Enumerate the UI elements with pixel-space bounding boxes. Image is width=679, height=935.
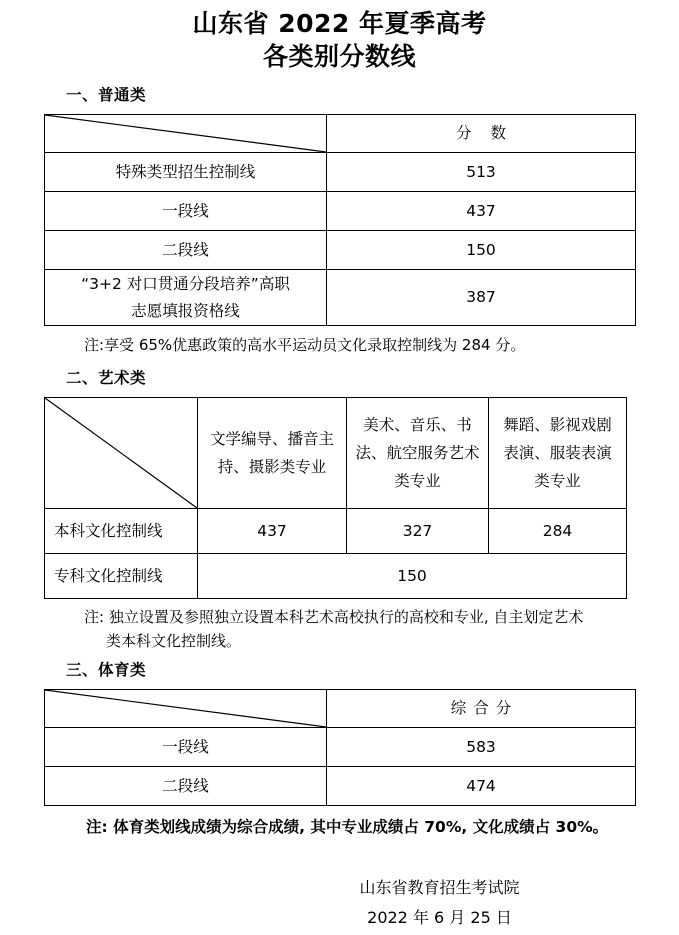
sports-note: 注: 体育类划线成绩为综合成绩, 其中专业成绩占 70%, 文化成绩占 30%。 bbox=[86, 818, 609, 836]
diagonal-slash-icon bbox=[45, 398, 197, 508]
diagonal-header-cell bbox=[45, 115, 327, 153]
table-row bbox=[45, 728, 636, 767]
row-label-line-1: “3+2 对口贯通分段培养”高职 bbox=[81, 274, 290, 293]
art-note-line-2: 类本科文化控制线。 bbox=[106, 632, 242, 650]
column-header-art-1: 文学编导、播音主持、摄影类专业 bbox=[198, 398, 347, 509]
table-row bbox=[45, 231, 636, 270]
row-value: 474 bbox=[327, 767, 636, 806]
row-label: 本科文化控制线 bbox=[45, 509, 198, 554]
row-label: 专科文化控制线 bbox=[45, 554, 198, 599]
row-label bbox=[45, 270, 327, 326]
issuer-name: 山东省教育招生考试院 bbox=[359, 878, 520, 897]
column-header-composite-score: 综合分 bbox=[327, 690, 636, 728]
issue-date: 2022 年 6 月 25 日 bbox=[367, 908, 512, 927]
row-value: 583 bbox=[327, 728, 636, 767]
column-header-score: 分 数 bbox=[327, 115, 636, 153]
diagonal-slash-icon bbox=[45, 690, 326, 727]
diagonal-slash-icon bbox=[45, 115, 326, 152]
section-heading-general: 一、普通类 bbox=[66, 86, 147, 104]
row-label: 特殊类型招生控制线 bbox=[45, 153, 327, 192]
art-note-line-1: 注: 独立设置及参照独立设置本科艺术高校执行的高校和专业, 自主划定艺术 bbox=[84, 608, 584, 626]
row-value: 387 bbox=[327, 270, 636, 326]
table-row bbox=[45, 554, 627, 599]
table-header-row bbox=[45, 690, 636, 728]
row-value: 513 bbox=[327, 153, 636, 192]
sports-score-table bbox=[44, 689, 636, 806]
art-score-table bbox=[44, 397, 627, 599]
table-row bbox=[45, 270, 636, 326]
page-title bbox=[0, 0, 679, 73]
table-header-row bbox=[45, 115, 636, 153]
row-value: 437 bbox=[198, 509, 347, 554]
row-label-line-2: 志愿填报资格线 bbox=[131, 301, 240, 320]
section-heading-art: 二、艺术类 bbox=[66, 369, 147, 387]
row-value: 437 bbox=[327, 192, 636, 231]
table-row bbox=[45, 767, 636, 806]
column-header-art-3: 舞蹈、影视戏剧表演、服装表演类专业 bbox=[489, 398, 627, 509]
signature-block bbox=[0, 873, 679, 933]
column-header-art-2: 美术、音乐、书法、航空服务艺术类专业 bbox=[347, 398, 489, 509]
table-header-row bbox=[45, 398, 627, 509]
row-value: 284 bbox=[489, 509, 627, 554]
section-heading-sports: 三、体育类 bbox=[66, 661, 147, 679]
row-value: 150 bbox=[327, 231, 636, 270]
row-value: 327 bbox=[347, 509, 489, 554]
table-row bbox=[45, 192, 636, 231]
title-line-2: 各类别分数线 bbox=[262, 42, 416, 71]
row-label: 一段线 bbox=[45, 728, 327, 767]
row-value-merged: 150 bbox=[198, 554, 627, 599]
row-label: 二段线 bbox=[45, 231, 327, 270]
row-label: 二段线 bbox=[45, 767, 327, 806]
title-line-1: 山东省 2022 年夏季高考 bbox=[192, 9, 487, 38]
row-label: 一段线 bbox=[45, 192, 327, 231]
diagonal-header-cell bbox=[45, 690, 327, 728]
general-note: 注:享受 65%优惠政策的高水平运动员文化录取控制线为 284 分。 bbox=[84, 336, 526, 354]
table-row bbox=[45, 509, 627, 554]
table-row bbox=[45, 153, 636, 192]
art-note bbox=[84, 605, 679, 653]
general-score-table bbox=[44, 114, 636, 326]
diagonal-header-cell bbox=[45, 398, 198, 509]
